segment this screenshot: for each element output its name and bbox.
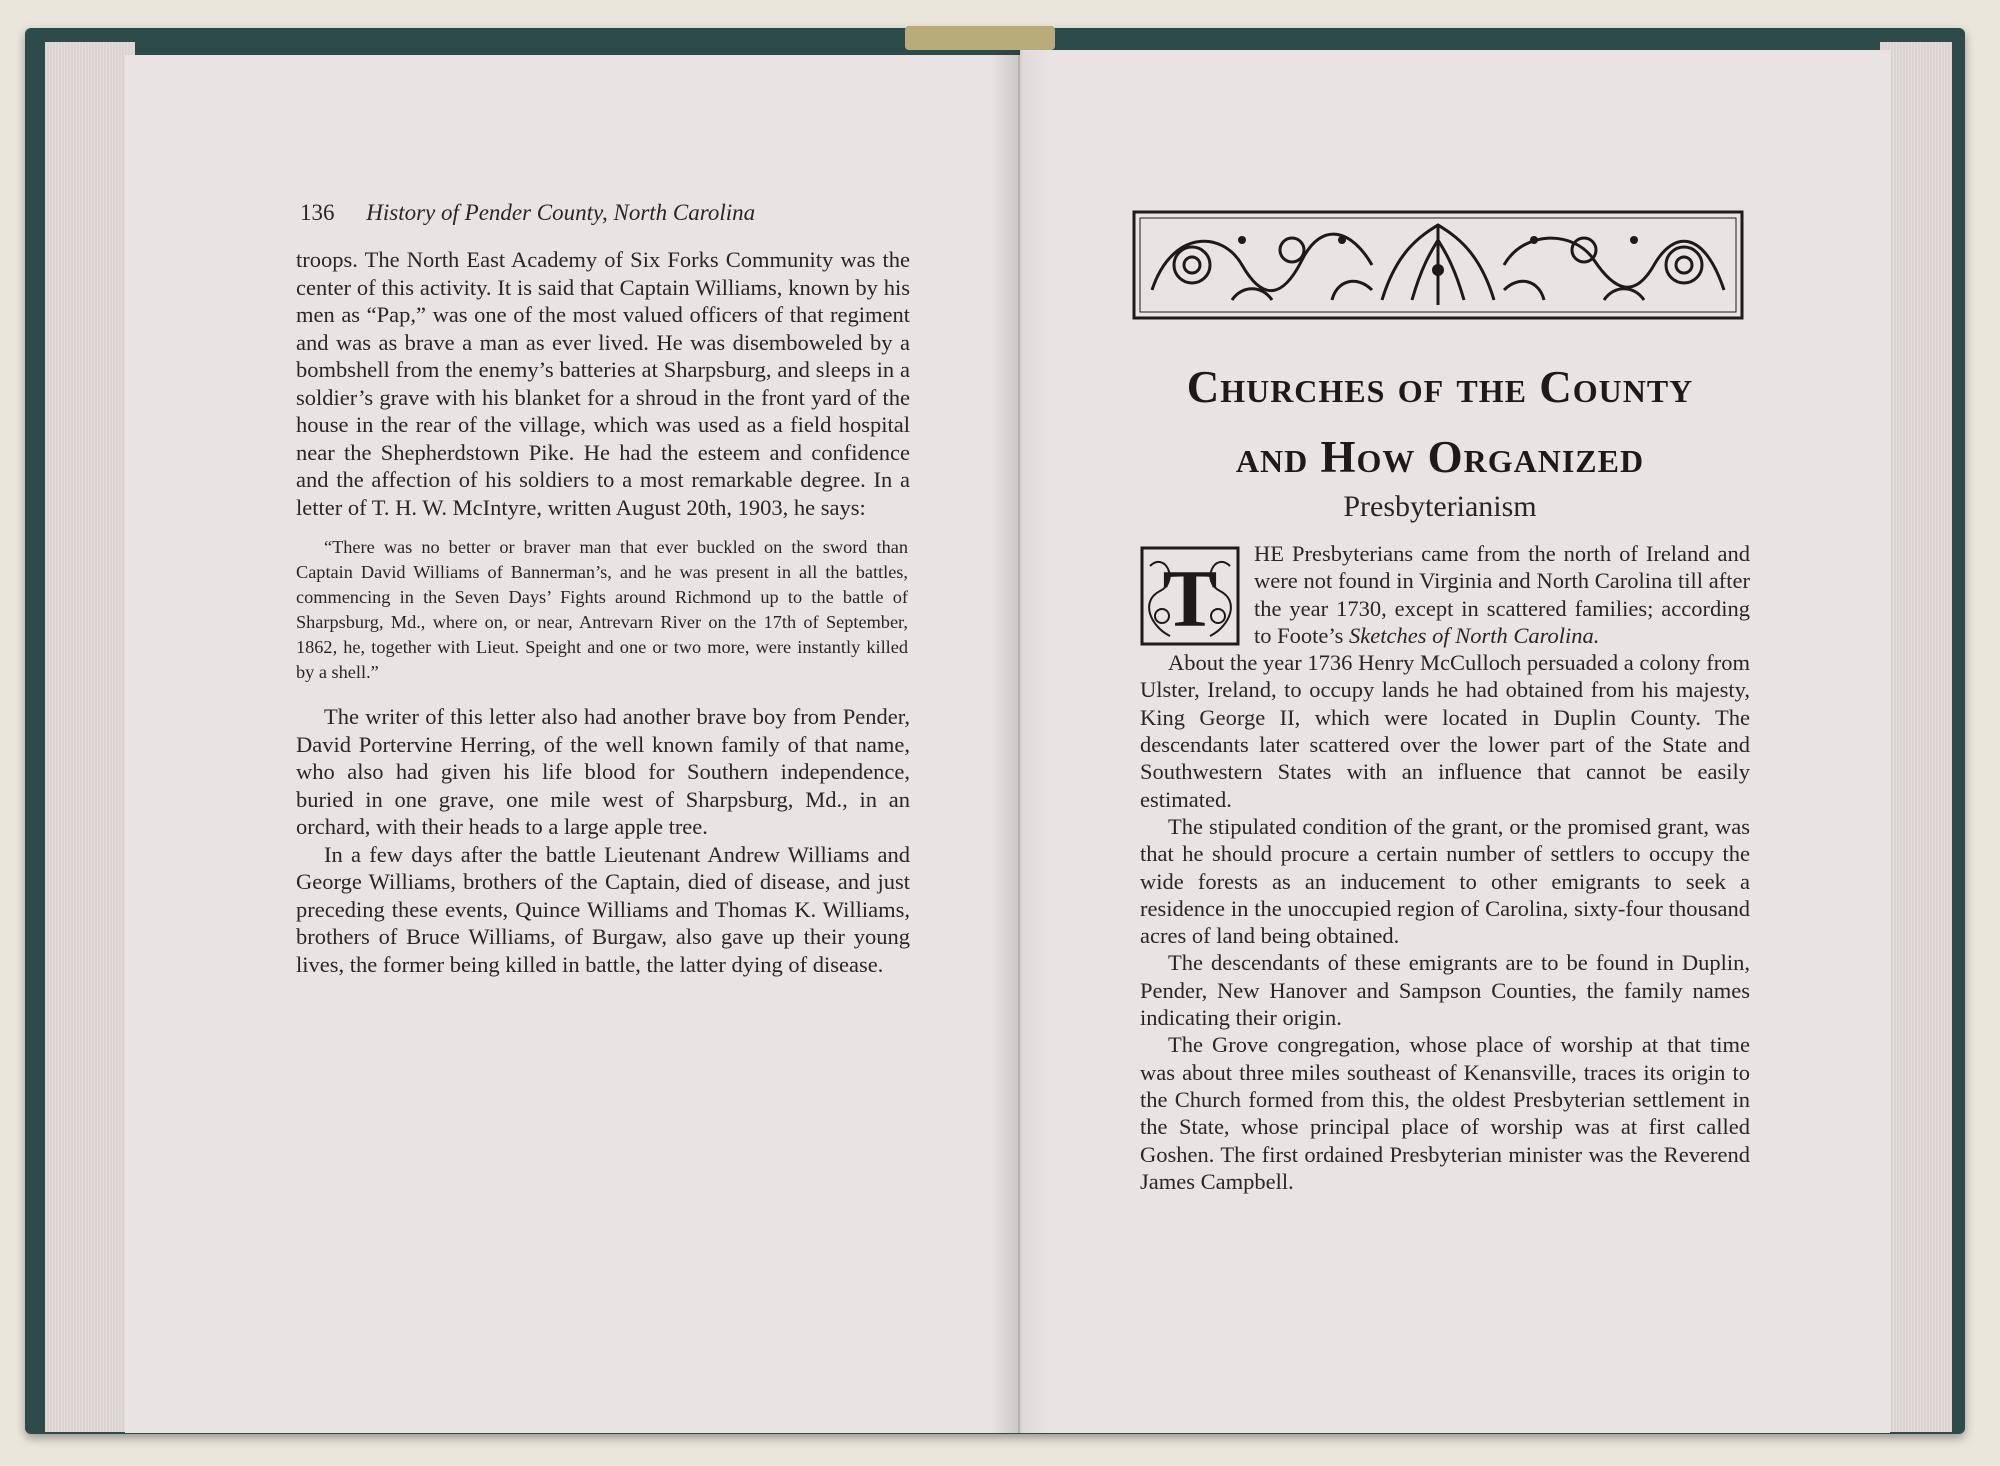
ornamental-header-icon <box>1132 210 1744 320</box>
page-edges-left <box>45 42 135 1432</box>
left-body <box>296 246 910 978</box>
paragraph: The Grove congregation, whose place of worship at that time was about three miles southeast of Kenansville, traces its origin to the Church formed from this, the oldest Presbyterian settlement in the State, whose principal place of worship was at first called Goshen. The first ordained Presbyterian minister was the Reverend James Campbell. <box>1140 1032 1750 1194</box>
right-body <box>1140 540 1750 1195</box>
running-head <box>300 200 920 226</box>
dropcap-letter-icon <box>1140 546 1240 646</box>
paragraph: The writer of this letter also had another brave boy from Pender, David Portervine Herring, of the well known family of that name, who also had given his life blood for Southern independence, buried in one grave, one mile west of Sharpsburg, Md., in an orchard, with their heads to a large apple tree. <box>296 704 910 839</box>
chapter-title <box>1120 352 1760 492</box>
paragraph: In a few days after the battle Lieutenant Andrew Williams and George Williams, brothers of the Captain, died of disease, and just preceding these events, Quince Williams and Thomas K. Williams, brothers of Bruce Williams, of Burgaw, also gave up their young lives, the former being killed in battle, the latter dying of disease. <box>296 841 910 977</box>
chapter-title-line2: and How Organized <box>1235 432 1645 482</box>
first-paragraph-text: HE Presbyterians came from the north of Ireland and were not found in Virginia and North Carolina till after the year 1730, except in scattered families; according to Foote’s <box>1254 541 1750 648</box>
page-edges-right <box>1880 42 1952 1432</box>
paragraph: The stipulated condition of the grant, or the promised grant, was that he should procure a certain number of settlers to occupy the wide forests as an inducement to other emigrants to seek a residence in the unoccupied region of Carolina, sixty-four thousand acres of land being obtained. <box>1140 813 1750 949</box>
paragraph: The descendants of these emigrants are to be found in Duplin, Pender, New Hanover and Sampson Counties, the family names indicating their origin. <box>1140 950 1750 1031</box>
chapter-title-line1: Churches of the County <box>1186 362 1694 412</box>
binding-thread <box>905 26 1055 50</box>
page-number: 136 <box>300 200 335 225</box>
paragraph: About the year 1736 Henry McCulloch persuaded a colony from Ulster, Ireland, to occupy lands he had obtained from his majesty, King George II, which were located in Duplin County. The descendants later scattered over the lower part of the State and Southwestern States with an influence that cannot be easily estimated. <box>1140 650 1750 812</box>
block-quote: “There was no better or braver man that ever buckled on the sword than Captain David Williams of Bannerman’s, and he was present in all the battles, commencing in the Seven Days’ Fights around Richmond up to the battle of Sharpsburg, Md., where on, or near, Antrevarn River on the 17th of September, 1862, he, together with Lieut. Speight and one or two more, were instantly killed by a shell.” <box>296 537 908 682</box>
paragraph: troops. The North East Academy of Six Forks Community was the center of this activity. It is said that Captain Williams, known by his men as “Pap,” was one of the most valued officers of that regiment and was as brave a man as ever lived. He was disemboweled by a bombshell from the enemy’s batteries at Sharpsburg, and sleeps in a soldier’s grave with his blanket for a shroud in the front yard of the house in the rear of the village, which was used as a field hospital near the Shepherdstown Pike. He had the esteem and confidence and the affection of his soldiers to a most remarkable degree. In a letter of T. H. W. McIntyre, written August 20th, 1903, he says: <box>296 247 910 520</box>
section-subtitle: Presbyterianism <box>1343 490 1537 523</box>
first-paragraph-italic: Sketches of North Carolina. <box>1349 622 1600 648</box>
first-paragraph <box>1140 540 1750 649</box>
dropcap-letter: T <box>1162 553 1218 644</box>
gutter-shadow <box>990 50 1050 1433</box>
running-title: History of Pender County, North Carolina <box>366 200 756 225</box>
